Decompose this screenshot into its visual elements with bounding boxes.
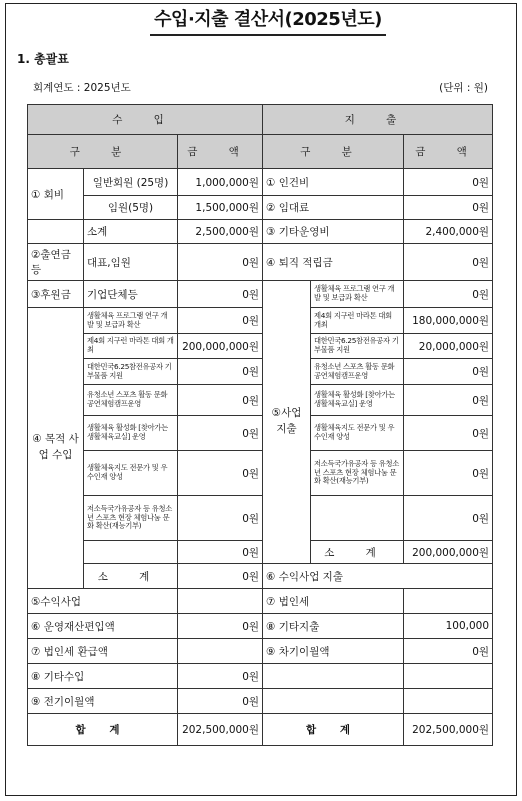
expense-purpose-amount: 0원 bbox=[404, 451, 493, 496]
expense-blank-amount bbox=[404, 689, 493, 714]
income-purpose-item: 저소득국가유공자 등 유청소년 스포츠 현장 체험나눔 문화 확산(재능기부) bbox=[84, 496, 178, 541]
expense-next-carryover: ⑨ 차기이월액 bbox=[263, 639, 404, 664]
expense-next-carryover-amount: 0원 bbox=[404, 639, 493, 664]
expense-rent-amount: 0원 bbox=[404, 196, 493, 220]
expense-amount-header: 금 액 bbox=[404, 135, 493, 169]
income-header: 수 입 bbox=[28, 105, 263, 135]
income-purpose-item: 제4회 지구런 마라톤 대회 개최 bbox=[84, 334, 178, 359]
expense-purpose-item: 유청소년 스포츠 활동 문화공연체험캠프운영 bbox=[311, 359, 404, 385]
income-dues-blank bbox=[28, 220, 84, 244]
expense-corp-tax: ⑦ 법인세 bbox=[263, 589, 404, 614]
income-purpose-amount: 0원 bbox=[178, 416, 263, 451]
expense-purpose-item-blank bbox=[311, 496, 404, 541]
document-title: 수입·지출 결산서(2025년도) bbox=[150, 6, 386, 36]
expense-retirement-amount: 0원 bbox=[404, 244, 493, 281]
expense-retirement: ④ 퇴직 적립금 bbox=[263, 244, 404, 281]
expense-personnel-amount: 0원 bbox=[404, 169, 493, 196]
income-contribution-item: 대표,임원 bbox=[84, 244, 178, 281]
income-total-amount: 202,500,000원 bbox=[178, 714, 263, 746]
income-tax-refund: ⑦ 법인세 환급액 bbox=[28, 639, 178, 664]
income-carryover-amount: 0원 bbox=[178, 689, 263, 714]
expense-purpose-item: 생활체육 활성화 [찾아가는 생활체육교실] 운영 bbox=[311, 385, 404, 416]
expense-purpose-item: 제4회 지구런 마라톤 대회 개최 bbox=[311, 308, 404, 334]
income-purpose-category: ④ 목적 사업 수입 bbox=[28, 308, 84, 589]
income-asset-transfer-amount: 0원 bbox=[178, 614, 263, 639]
income-profit-business: ⑤수익사업 bbox=[28, 589, 178, 614]
income-tax-refund-amount bbox=[178, 639, 263, 664]
income-purpose-item: 생활체육 프로그램 연구 개발 및 보급과 확산 bbox=[84, 308, 178, 334]
income-sponsor-category: ③후원금 bbox=[28, 281, 84, 308]
expense-other-amount: 100,000 bbox=[404, 614, 493, 639]
expense-blank-row bbox=[263, 664, 404, 689]
expense-purpose-item: 저소득국가유공자 등 유청소년 스포츠 현장 체험나눔 문화 확산(재능기부) bbox=[311, 451, 404, 496]
income-purpose-amount: 0원 bbox=[178, 496, 263, 541]
expense-purpose-amount: 0원 bbox=[404, 385, 493, 416]
expense-total-label: 합 계 bbox=[263, 714, 404, 746]
expense-purpose-item: 생활체육지도 전문가 및 우수인재 양성 bbox=[311, 416, 404, 451]
expense-rent: ② 임대료 bbox=[263, 196, 404, 220]
expense-other: ⑧ 기타지출 bbox=[263, 614, 404, 639]
expense-purpose-subtotal-amount: 200,000,000원 bbox=[404, 541, 493, 564]
income-purpose-amount: 0원 bbox=[178, 359, 263, 385]
expense-purpose-amount: 0원 bbox=[404, 496, 493, 541]
income-profit-business-amount bbox=[178, 589, 263, 614]
summary-table bbox=[27, 104, 493, 746]
income-contribution-category: ②출연금등 bbox=[28, 244, 84, 281]
expense-purpose-item: 생활체육 프로그램 연구 개발 및 보급과 확산 bbox=[311, 281, 404, 308]
income-sponsor-item: 기업단체등 bbox=[84, 281, 178, 308]
income-category-header: 구 분 bbox=[28, 135, 178, 169]
expense-purpose-item: 대한민국6.25참전유공자 기부물품 지원 bbox=[311, 334, 404, 359]
income-dues-subtotal: 소계 bbox=[84, 220, 178, 244]
income-purpose-amount: 0원 bbox=[178, 308, 263, 334]
expense-purpose-amount: 0원 bbox=[404, 359, 493, 385]
income-officers-amount: 1,500,000원 bbox=[178, 196, 263, 220]
expense-profit-business: ⑥ 수익사업 지출 bbox=[263, 564, 493, 589]
expense-purpose-amount: 0원 bbox=[404, 416, 493, 451]
expense-purpose-amount: 180,000,000원 bbox=[404, 308, 493, 334]
income-dues-category: ① 회비 bbox=[28, 169, 84, 220]
expense-total-amount: 202,500,000원 bbox=[404, 714, 493, 746]
income-purpose-item: 생활체육지도 전문가 및 우수인재 양성 bbox=[84, 451, 178, 496]
income-carryover: ⑨ 전기이월액 bbox=[28, 689, 178, 714]
section-heading: 1. 총괄표 bbox=[17, 52, 69, 66]
income-total-label: 합 계 bbox=[28, 714, 178, 746]
income-regular-members: 일반회원 (25명) bbox=[84, 169, 178, 196]
income-purpose-item: 생활체육 활성화 [찾아가는 생활체육교실] 운영 bbox=[84, 416, 178, 451]
unit-label: (단위 : 원) bbox=[439, 82, 488, 94]
expense-personnel: ① 인건비 bbox=[263, 169, 404, 196]
fiscal-year: 회계연도 : 2025년도 bbox=[33, 82, 131, 94]
income-purpose-item: 대한민국6.25참전유공자 기부물품 지원 bbox=[84, 359, 178, 385]
expense-header: 지 출 bbox=[263, 105, 493, 135]
expense-purpose-amount: 0원 bbox=[404, 281, 493, 308]
expense-purpose-amount: 20,000,000원 bbox=[404, 334, 493, 359]
income-purpose-item-blank bbox=[84, 541, 178, 564]
income-purpose-subtotal: 소 계 bbox=[84, 564, 178, 589]
expense-corp-tax-amount bbox=[404, 589, 493, 614]
income-purpose-amount: 200,000,000원 bbox=[178, 334, 263, 359]
income-purpose-amount: 0원 bbox=[178, 385, 263, 416]
expense-blank-amount bbox=[404, 664, 493, 689]
expense-purpose-subtotal: 소 계 bbox=[311, 541, 404, 564]
expense-category-header: 구 분 bbox=[263, 135, 404, 169]
income-purpose-subtotal-amount: 0원 bbox=[178, 564, 263, 589]
income-contribution-amount: 0원 bbox=[178, 244, 263, 281]
expense-blank-row bbox=[263, 689, 404, 714]
expense-other-ops: ③ 기타운영비 bbox=[263, 220, 404, 244]
income-other: ⑧ 기타수입 bbox=[28, 664, 178, 689]
expense-other-ops-amount: 2,400,000원 bbox=[404, 220, 493, 244]
income-asset-transfer: ⑥ 운영재산편입액 bbox=[28, 614, 178, 639]
income-sponsor-amount: 0원 bbox=[178, 281, 263, 308]
income-regular-members-amount: 1,000,000원 bbox=[178, 169, 263, 196]
income-purpose-amount: 0원 bbox=[178, 451, 263, 496]
income-purpose-amount: 0원 bbox=[178, 541, 263, 564]
expense-purpose-category: ⑤사업 지출 bbox=[263, 281, 311, 564]
income-dues-subtotal-amount: 2,500,000원 bbox=[178, 220, 263, 244]
income-officers: 임원(5명) bbox=[84, 196, 178, 220]
income-other-amount: 0원 bbox=[178, 664, 263, 689]
income-purpose-item: 유청소년 스포츠 활동 문화공연체험캠프운영 bbox=[84, 385, 178, 416]
income-amount-header: 금 액 bbox=[178, 135, 263, 169]
